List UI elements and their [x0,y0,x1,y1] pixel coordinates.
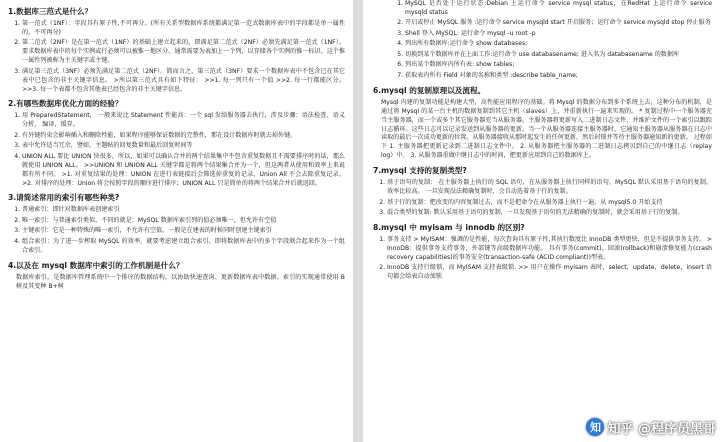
page-gutter [353,0,363,442]
list-item: 1. 用 PreparedStatement， 一般来说比 Statement 性能高：一个 sql 发给服务器去执行，涉及步骤：语法检查、语义分析， 编译，缓存。 [22,112,345,130]
watermark-text: 知乎 @程序员黑哥 [607,421,716,437]
list-item: 1. 基于语句的复制： 在主服务器上执行的 SQL 语句，在从服务器上执行同样的语句。MySQL 默认采用基于语句的复制，效率比较高。 一旦发现没法精确复制时，会自动选着基于行的复制。 [387,179,712,197]
zhihu-logo-icon: 知 [586,418,604,436]
list-item: 1. MySQL 是否处于运行状态:Debian 上运行命令 service mysql status，在RedHat 上运行命令 service mysqld status [405,0,712,18]
section-7-title: 7.mysql 支持的复制类型? [373,166,467,176]
section-5-list-continued [373,0,712,81]
section-8-title: 8.mysql 中 myisam 与 innodb 的区别? [373,222,525,232]
list-item: 2. 有外键约束会影响插入和删除性能，如果程序能够保证数据的完整性，那在设计数据库时就去掉外键。 [22,132,345,141]
list-item: 4. UNION ALL 要比 UNION 快很多，所以，如果可以确认合并的两个结果集中不包含重复数据且不需要排序时的话，那么就使用 UNION ALL。 >>UNION 和 UNION ALL 关键字都是将两个结果集合并为一个，但这两者从使用和效率上来说都有所不同。 >1. 对重复结果的处理：UNION 在进行表链接后会筛选掉重复的记录，Union All 不会去除重复记录。 >2. 对排序的处理：Union 将会按照字段的顺序进行排序；UNION ALL 只是简单的将两个结果合并后就返回。 [22,153,345,189]
section-2-list [8,112,345,188]
section-3-list [8,206,345,255]
section-1-list [8,20,345,94]
list-item: 1. 普通索引：即针对数据库表创建索引 [22,206,345,215]
list-item: 3. 混合类型的复制: 默认采用基于语句的复制，一旦发现基于语句的无法精确的复制时，就会采用基于行的复制。 [387,209,712,218]
section-6-title: 6.mysql 的复制原理以及流程。 [373,85,486,95]
list-item: 7. 获取表内所有 Field 对象的名称和类型 :describe table_name; [405,72,712,81]
list-item: 1. 第一范式（1NF）：字段具有原子性,不可再分。(所有关系型数据库系统都满足第一范式数据库表中的字段都是单一属性的，不可再分) [22,20,345,38]
list-item: 2. 唯一索引：与普通索引类似，不同的就是：MySQL 数据库索引列的值必须唯一，但允许有空值 [22,217,345,226]
section-2-title: 2.有哪些数据库优化方面的经验？ [8,99,123,109]
document-page-left [0,0,353,442]
section-7-list [373,179,712,218]
list-item: 3. 表中允许适当冗余，譬如，主题帖的回复数量和最后回复时间等 [22,142,345,151]
list-item: 4. 组合索引：为了进一步榨取 MySQL 的效率，就要考虑建立组合索引。即将数据库表中的多个字段联合起来作为一个组合索引。 [22,238,345,256]
list-item: 6. 列出某个数据库内所有表: show tables; [405,61,712,70]
section-8-list [373,236,712,282]
section-3-title: 3.请简述常用的索引有哪些种类? [8,193,120,203]
list-item: 2. InnoDB 支持行级锁，而 MyISAM 支持表级锁. >> 用户在操作 myisam 表时，select，update，delete，insert 语句都会给表自动加锁 [387,264,712,282]
list-item: 4. 列出所有数据库:运行命令 show databases; [405,40,712,49]
zhihu-watermark [586,417,716,437]
section-6-body: Mysql 内建的复制功能是构建大型，高性能应用程序的基础。将 Mysql 的数据分布到多个系统上去，这种分布的机制，是通过将 Mysql 的某一台主机的数据复制到其它主机（slaves）上，并重新执行一遍来实现的。 * 复制过程中一个服务器充当主服务器，而一个或多个其它服务器充当从服务器。主服务器将更新写入二进制日志文件，并维护文件的一个索引以跟踪日志循环。这些日志可以记录发送到从服务器的更新。当一个从服务器连接主服务器时，它通知主服务器从服务器在日志中读取的最后一次成功更新的位置。从服务器接收从那时起发生的任何更新，然后封锁并等待主服务器通知新的更新。 过程如下 1. 主服务器把更新记录到二进制日志文件中。 2. 从服务器把主服务器的二进制日志拷贝到自己的中继日志（replay log）中。 3. 从服务器重做中继日志中的时间，把更新应用到自己的数据库上。 [381,98,712,160]
list-item: 3. 主键索引：它是一种特殊的唯一索引，不允许有空值。一般是在建表的时候同时创建主键索引 [22,227,345,236]
list-item: 3. Shell 登入 MySQL: 运行命令 mysql -u root -p [405,30,712,39]
list-item: 3. 满足第三范式（3NF）必须先满足第二范式（2NF）。简而言之，第三范式（3NF）要求一个数据库表中不包含已在其它表中已包含的非主关键字信息。 >所以第三范式具有如下特征： >>1. 每一列只有一个值 >>2. 每一行都能区分。 >>3. 每一个表都不包含其他表已经包含的非主关键字信息。 [22,68,345,95]
list-item: 2. 开启或停止 MySQL 服务 :运行命令 service mysqld start 开启服务；运行命令 service mysqld stop 停止服务 [405,19,712,28]
list-item: 2. 第二范式（2NF）是在第一范式（1NF）的基础上建立起来的，即满足第二范式（2NF）必须先满足第一范式（1NF）。要求数据库表中的每个实例或行必须可以被惟一地区分。通常需要为表加上一个列，以存储各个实例的惟一标识。这个惟一属性列被称为主关键字或主键。 [22,39,345,66]
list-item: 1. 事务支持 > MyISAM：强调的是性能，每次查询具有原子性,其执行数度比 InnoDB 类型更快，但是不提供事务支持。 > InnoDB：提供事务支持事务，外部键等高级数据库功能。 具有事务(commit)、回滚(rollback)和崩溃修复能力(crash recovery capabilities)的事务安全(transaction-safe (ACID compliant))型表。 [387,236,712,263]
list-item: 5. 切换到某个数据库并在上面工作:运行命令 use databasename; 进入名为 databasename 的数据库 [405,51,712,60]
list-item: 2. 基于行的复制：把改变的内容复制过去，而不是把命令在从服务器上执行一遍。从 mysql5.0 开始支持 [387,199,712,208]
document-page-right [363,0,720,442]
section-4-body: 数据库索引，是数据库管理系统中一个排序的数据结构，以协助快速查询、更新数据库表中数据。索引的实现通常使用 B 树及其变种 B+树 [16,273,345,290]
section-4-title: 4.以及在 mysql 数据库中索引的工作机制是什么？ [8,260,184,270]
section-1-title: 1.数据库三范式是什么？ [8,7,93,16]
